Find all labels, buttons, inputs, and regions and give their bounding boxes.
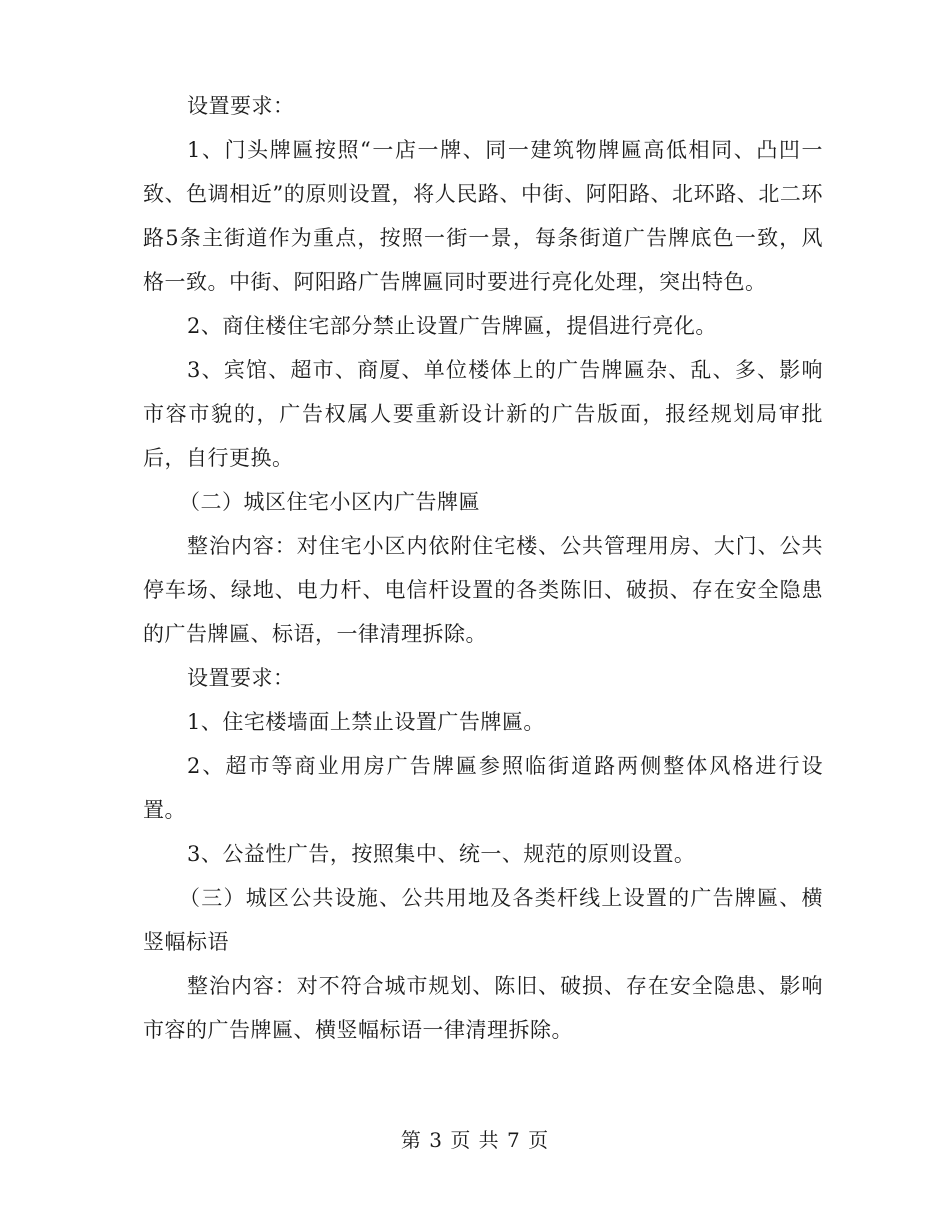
requirement-item-2-1: 1、住宅楼墙面上禁止设置广告牌匾。: [187, 710, 545, 734]
section-heading-2: （二）城区住宅小区内广告牌匾: [179, 490, 480, 514]
rectification-content-3: 整治内容：对不符合城市规划、陈旧、破损、存在安全隐患、影响市容的广告牌匾、横竖幅标语一律清理拆除。: [143, 974, 823, 1042]
rectification-content-2: 整治内容：对住宅小区内依附住宅楼、公共管理用房、大门、公共停车场、绿地、电力杆、电信杆设置的各类陈旧、破损、存在安全隐患的广告牌匾、标语，一律清理拆除。: [143, 534, 823, 646]
requirement-item-2-3: 3、公益性广告，按照集中、统一、规范的原则设置。: [187, 842, 696, 866]
page-footer: 第 3 页 共 7 页: [400, 1128, 550, 1152]
section-label-requirements-2: 设置要求：: [187, 666, 295, 690]
document-body: [143, 84, 823, 1052]
requirement-item-2: 2、商住楼住宅部分禁止设置广告牌匾，提倡进行亮化。: [187, 314, 717, 338]
requirement-item-1: 1、门头牌匾按照“一店一牌、同一建筑物牌匾高低相同、凸凹一致、色调相近”的原则设置，将人民路、中街、阿阳路、北环路、北二环路5条主街道作为重点，按照一街一景，每条街道广告牌底色一致，风格一致。中街、阿阳路广告牌匾同时要进行亮化处理，突出特色。: [143, 138, 823, 294]
section-label-requirements: 设置要求：: [187, 94, 295, 118]
section-heading-3: （三）城区公共设施、公共用地及各类杆线上设置的广告牌匾、横竖幅标语: [143, 886, 823, 954]
requirement-item-3: 3、宾馆、超市、商厦、单位楼体上的广告牌匾杂、乱、多、影响市容市貌的，广告权属人要重新设计新的广告版面，报经规划局审批后，自行更换。: [143, 358, 823, 470]
requirement-item-2-2: 2、超市等商业用房广告牌匾参照临街道路两侧整体风格进行设置。: [143, 754, 823, 822]
